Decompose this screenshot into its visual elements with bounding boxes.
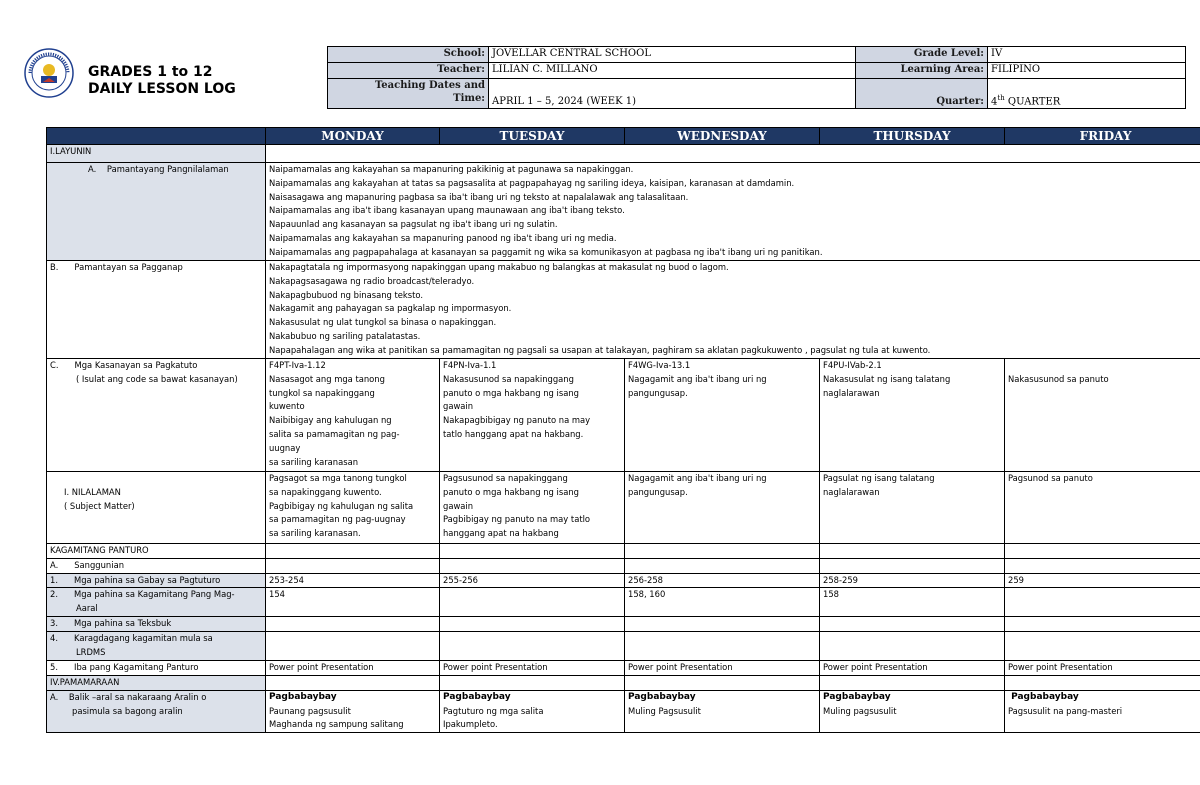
content-line: F4WG-Iva-13.1 <box>628 360 691 370</box>
content-line: Nakabubuo ng sariling patalatastas. <box>269 330 421 341</box>
pamantayan-sa-pagganap-content <box>266 261 1200 359</box>
content-line: F4PU-IVab-2.1 <box>823 360 882 370</box>
row-label-sanggunian <box>47 558 266 573</box>
label-line: Aaral <box>76 603 98 614</box>
section-pamamaraan: IV.PAMAMARAAN <box>47 675 266 690</box>
kagamitan-friday: Power point Presentation <box>1005 661 1200 676</box>
row-label-gabay-sa-pagtuturo <box>47 573 266 588</box>
content-line: Nakasusunod sa panuto <box>1008 374 1109 384</box>
empty-cell <box>820 617 1005 632</box>
content-line: tungkol sa napakinggang <box>269 387 375 398</box>
day-header-tuesday: TUESDAY <box>440 128 625 145</box>
empty-cell <box>625 632 820 661</box>
content-line: Napapahalagan ang wika at panitikan sa pamamagitan ng pagsali sa usapan at talakayan, paghiram sa aklatan pagkukuwento , pagsulat ng tula at kuwento. <box>269 344 931 355</box>
row-label-pamantayang-pangnilalaman <box>47 163 266 261</box>
teaching-dates-label-line2: Time: <box>453 93 485 104</box>
header-info-table <box>327 46 1186 109</box>
content-line: sa napakinggang kuwento. <box>269 486 382 497</box>
quarter-number: 4 <box>991 96 998 107</box>
kasanayan-friday <box>1005 359 1200 472</box>
content-line: sa sariling karanasan. <box>269 528 361 539</box>
content-line: Muling Pagsusulit <box>628 705 701 716</box>
content-line: panuto o mga hakbang ng isang <box>443 387 579 398</box>
mag-aaral-thursday: 158 <box>820 588 1005 617</box>
content-line: Naipamamalas ang pagpapahalaga at kasanayan sa paggamit ng wika sa komunikasyon at pagbasa ng iba't ibang uri ng panitikan. <box>269 246 823 257</box>
content-line: pangungusap. <box>628 387 688 398</box>
empty-cell <box>625 544 820 559</box>
empty-cell <box>820 632 1005 661</box>
label-number: 5. <box>50 662 58 673</box>
balik-aral-tuesday <box>440 690 625 732</box>
empty-cell <box>266 558 440 573</box>
nilalaman-monday <box>266 472 440 544</box>
teacher-value: LILIAN C. MILLANO <box>489 63 856 79</box>
row-label-pamantayan-sa-pagganap <box>47 261 266 359</box>
empty-cell <box>1005 617 1200 632</box>
school-label: School: <box>328 47 489 63</box>
row-label-mga-kasanayan <box>47 359 266 472</box>
content-line: gawain <box>443 500 474 511</box>
empty-cell <box>440 675 625 690</box>
day-header-monday: MONDAY <box>266 128 440 145</box>
content-line: Pagsulat ng isang talatang <box>823 473 935 483</box>
content-line: Napauunlad ang kasanayan sa pagsulat ng iba't ibang uri ng sulatin. <box>269 219 558 230</box>
content-line: Nagagamit ang iba't ibang uri ng <box>628 373 767 384</box>
content-line: naglalarawan <box>823 387 880 398</box>
quarter-word: QUARTER <box>1004 96 1061 107</box>
content-line: Naisasagawa ang mapanuring pagbasa sa iba't ibang uri ng teksto at napalalawak ang talasalitaan. <box>269 191 689 202</box>
content-line: Naipamamalas ang kakayahan sa mapanuring panood ng iba't ibang uri ng media. <box>269 232 617 243</box>
content-line: salita sa pamamagitan ng pag- <box>269 428 400 439</box>
label-letter: A. <box>50 559 59 570</box>
label-line: ( Subject Matter) <box>64 500 135 511</box>
content-line: Pagbabaybay <box>269 691 337 702</box>
content-line: Pagbabaybay <box>823 691 891 702</box>
teacher-label: Teacher: <box>328 63 489 79</box>
learning-area-label: Learning Area: <box>856 63 988 79</box>
content-line: Pagbabaybay <box>443 691 511 702</box>
row-label-teksbuk <box>47 617 266 632</box>
label-text: Sanggunian <box>74 559 125 570</box>
teaching-dates-label-line1: Teaching Dates and <box>374 80 485 91</box>
empty-cell <box>266 632 440 661</box>
pamantayang-pangnilalaman-content <box>266 163 1200 261</box>
title-line-2: DAILY LESSON LOG <box>88 81 236 97</box>
label-text: Balik –aral sa nakaraang Aralin o <box>68 691 207 702</box>
content-line: Pagsusunod sa napakinggang <box>443 473 568 483</box>
label-text: Mga Kasanayan sa Pagkatuto <box>74 360 198 370</box>
kasanayan-tuesday <box>440 359 625 472</box>
balik-aral-friday <box>1005 690 1200 732</box>
kasanayan-thursday <box>820 359 1005 472</box>
content-line: Nakagamit ang pahayagan sa pagkalap ng impormasyon. <box>269 303 512 314</box>
label-line <box>50 588 262 602</box>
empty-cell <box>625 558 820 573</box>
content-line: Paunang pagsusulit <box>269 705 351 716</box>
deped-seal-logo <box>24 48 74 98</box>
label-number: 4. <box>50 633 58 644</box>
content-line: Nakapagbibigay ng panuto na may <box>443 415 591 426</box>
label-text: Mga pahina sa Gabay sa Pagtuturo <box>73 574 221 585</box>
content-line: Pagtuturo ng mga salita <box>443 705 544 716</box>
label-text: Pamantayang Pangnilalaman <box>106 164 229 174</box>
nilalaman-wednesday <box>625 472 820 544</box>
content-line: Nakapagsasagawa ng radio broadcast/teleradyo. <box>269 275 475 286</box>
label-letter: A. <box>50 691 59 702</box>
empty-cell <box>440 544 625 559</box>
content-line: Nasasagot ang mga tanong <box>269 373 385 384</box>
empty-cell <box>440 558 625 573</box>
empty-cell <box>625 675 820 690</box>
content-line: Pagbabaybay <box>1008 691 1079 702</box>
row-label-iba-pang-kagamitan <box>47 661 266 676</box>
content-line: Naipamamalas ang kakayahan sa mapanuring pakikinig at pagunawa sa napakinggan. <box>269 164 634 174</box>
label-text: Mga pahina sa Teksbuk <box>73 618 172 629</box>
label-text: Mga pahina sa Kagamitang Pang Mag- <box>73 589 235 600</box>
content-line: naglalarawan <box>823 486 880 497</box>
label-text: Pamantayan sa Pagganap <box>74 262 183 272</box>
content-line: sa sariling karanasan <box>269 456 359 467</box>
day-header-friday: FRIDAY <box>1005 128 1200 145</box>
label-text: Karagdagang kagamitan mula sa <box>73 633 213 644</box>
section-kagamitang-panturo: KAGAMITANG PANTURO <box>47 544 266 559</box>
empty-cell <box>820 544 1005 559</box>
content-line: Nakapagbubuod ng binasang teksto. <box>269 289 424 300</box>
label-line: ( Isulat ang code sa bawat kasanayan) <box>76 373 238 384</box>
quarter-value <box>988 79 1186 109</box>
empty-cell <box>440 617 625 632</box>
content-line: Muling pagsusulit <box>823 705 897 716</box>
content-line: sa pamamagitan ng pag-uugnay <box>269 514 406 525</box>
balik-aral-wednesday <box>625 690 820 732</box>
daily-lesson-log-table <box>46 127 1200 733</box>
title-line-1: GRADES 1 to 12 <box>88 64 213 80</box>
label-letter-b: B. <box>50 262 59 272</box>
label-line <box>50 632 262 646</box>
quarter-label: Quarter: <box>856 79 988 109</box>
label-line <box>50 359 262 373</box>
empty-cell <box>266 617 440 632</box>
content-line: Pagbibigay ng kahulugan ng salita <box>269 500 414 511</box>
row-label-kagamitang-pang-mag-aaral <box>47 588 266 617</box>
empty-cell <box>1005 675 1200 690</box>
content-line: panuto o mga hakbang ng isang <box>443 486 579 497</box>
teaching-dates-value: APRIL 1 – 5, 2024 (WEEK 1) <box>489 79 856 109</box>
day-header-corner <box>47 128 266 145</box>
label-letter-a: A. <box>88 164 97 174</box>
content-line: uugnay <box>269 442 301 453</box>
empty-cell <box>440 632 625 661</box>
kagamitan-monday: Power point Presentation <box>266 661 440 676</box>
document-title <box>88 64 236 98</box>
empty-cell <box>820 558 1005 573</box>
empty-cell <box>266 675 440 690</box>
day-header-wednesday: WEDNESDAY <box>625 128 820 145</box>
empty-cell <box>1005 558 1200 573</box>
school-value: JOVELLAR CENTRAL SCHOOL <box>489 47 856 63</box>
grade-level-value: IV <box>988 47 1186 63</box>
gabay-thursday: 258-259 <box>820 573 1005 588</box>
content-line: Naipamamalas ang kakayahan at tatas sa pagsasalita at pagpapahayag ng sariling ideya, kaisipan, karanasan at damdamin. <box>269 177 795 188</box>
label-line: pasimula sa bagong aralin <box>72 705 183 716</box>
teaching-dates-label <box>328 79 489 109</box>
content-line: Pagsagot sa mga tanong tungkol <box>269 473 407 483</box>
gabay-tuesday: 255-256 <box>440 573 625 588</box>
balik-aral-monday <box>266 690 440 732</box>
nilalaman-tuesday <box>440 472 625 544</box>
content-line: Pagbabaybay <box>628 691 696 702</box>
mag-aaral-tuesday <box>440 588 625 617</box>
kagamitan-thursday: Power point Presentation <box>820 661 1005 676</box>
empty-cell <box>1005 544 1200 559</box>
balik-aral-thursday <box>820 690 1005 732</box>
layunin-content <box>266 145 1200 163</box>
gabay-friday: 259 <box>1005 573 1200 588</box>
kasanayan-wednesday <box>625 359 820 472</box>
empty-cell <box>625 617 820 632</box>
content-line: Nagagamit ang iba't ibang uri ng <box>628 473 767 483</box>
mag-aaral-wednesday: 158, 160 <box>625 588 820 617</box>
quarter-superscript: th <box>997 93 1005 102</box>
content-line: gawain <box>443 401 474 412</box>
content-line: kuwento <box>269 401 305 412</box>
row-label-balik-aral <box>47 690 266 732</box>
content-line: pangungusap. <box>628 486 688 497</box>
section-layunin: I.LAYUNIN <box>47 145 266 163</box>
label-line: I. NILALAMAN <box>64 487 121 497</box>
content-line: Naibibigay ang kahulugan ng <box>269 415 392 426</box>
content-line: F4PN-Iva-1.1 <box>443 360 497 370</box>
label-line: LRDMS <box>76 646 106 657</box>
mag-aaral-friday <box>1005 588 1200 617</box>
content-line: Nakapagtatala ng impormasyong napakinggan upang makabuo ng balangkas at makasulat ng buod o lagom. <box>269 262 729 272</box>
content-line: Nakasusulat ng ulat tungkol sa binasa o napakinggan. <box>269 317 497 328</box>
row-label-lrdms <box>47 632 266 661</box>
content-line: tatlo hanggang apat na hakbang. <box>443 428 584 439</box>
content-line: Pagbibigay ng panuto na may tatlo <box>443 514 591 525</box>
learning-area-value: FILIPINO <box>988 63 1186 79</box>
content-line: Nakasusulat ng isang talatang <box>823 373 951 384</box>
kasanayan-monday <box>266 359 440 472</box>
kagamitan-tuesday: Power point Presentation <box>440 661 625 676</box>
label-number: 3. <box>50 618 58 629</box>
content-line: Pagsunod sa panuto <box>1008 473 1093 483</box>
row-label-nilalaman <box>47 472 266 544</box>
content-line: Nakasusunod sa napakinggang <box>443 373 574 384</box>
content-line: hanggang apat na hakbang <box>443 528 559 539</box>
empty-cell <box>820 675 1005 690</box>
content-line: Naipamamalas ang iba't ibang kasanayan upang maunawaan ang iba't ibang teksto. <box>269 205 625 216</box>
day-header-thursday: THURSDAY <box>820 128 1005 145</box>
content-line: Pagsusulit na pang-masteri <box>1008 705 1123 716</box>
nilalaman-friday <box>1005 472 1200 544</box>
gabay-monday: 253-254 <box>266 573 440 588</box>
label-letter-c: C. <box>50 360 59 370</box>
content-line: Maghanda ng sampung salitang <box>269 719 404 730</box>
kagamitan-wednesday: Power point Presentation <box>625 661 820 676</box>
content-line: Ipakumpleto. <box>443 719 498 730</box>
empty-cell <box>266 544 440 559</box>
gabay-wednesday: 256-258 <box>625 573 820 588</box>
label-number: 1. <box>50 574 58 585</box>
label-line <box>50 691 262 705</box>
label-number: 2. <box>50 589 58 600</box>
label-text: Iba pang Kagamitang Panturo <box>73 662 199 673</box>
nilalaman-thursday <box>820 472 1005 544</box>
empty-cell <box>1005 632 1200 661</box>
mag-aaral-monday: 154 <box>266 588 440 617</box>
grade-level-label: Grade Level: <box>856 47 988 63</box>
content-line: F4PT-Iva-1.12 <box>269 360 326 370</box>
